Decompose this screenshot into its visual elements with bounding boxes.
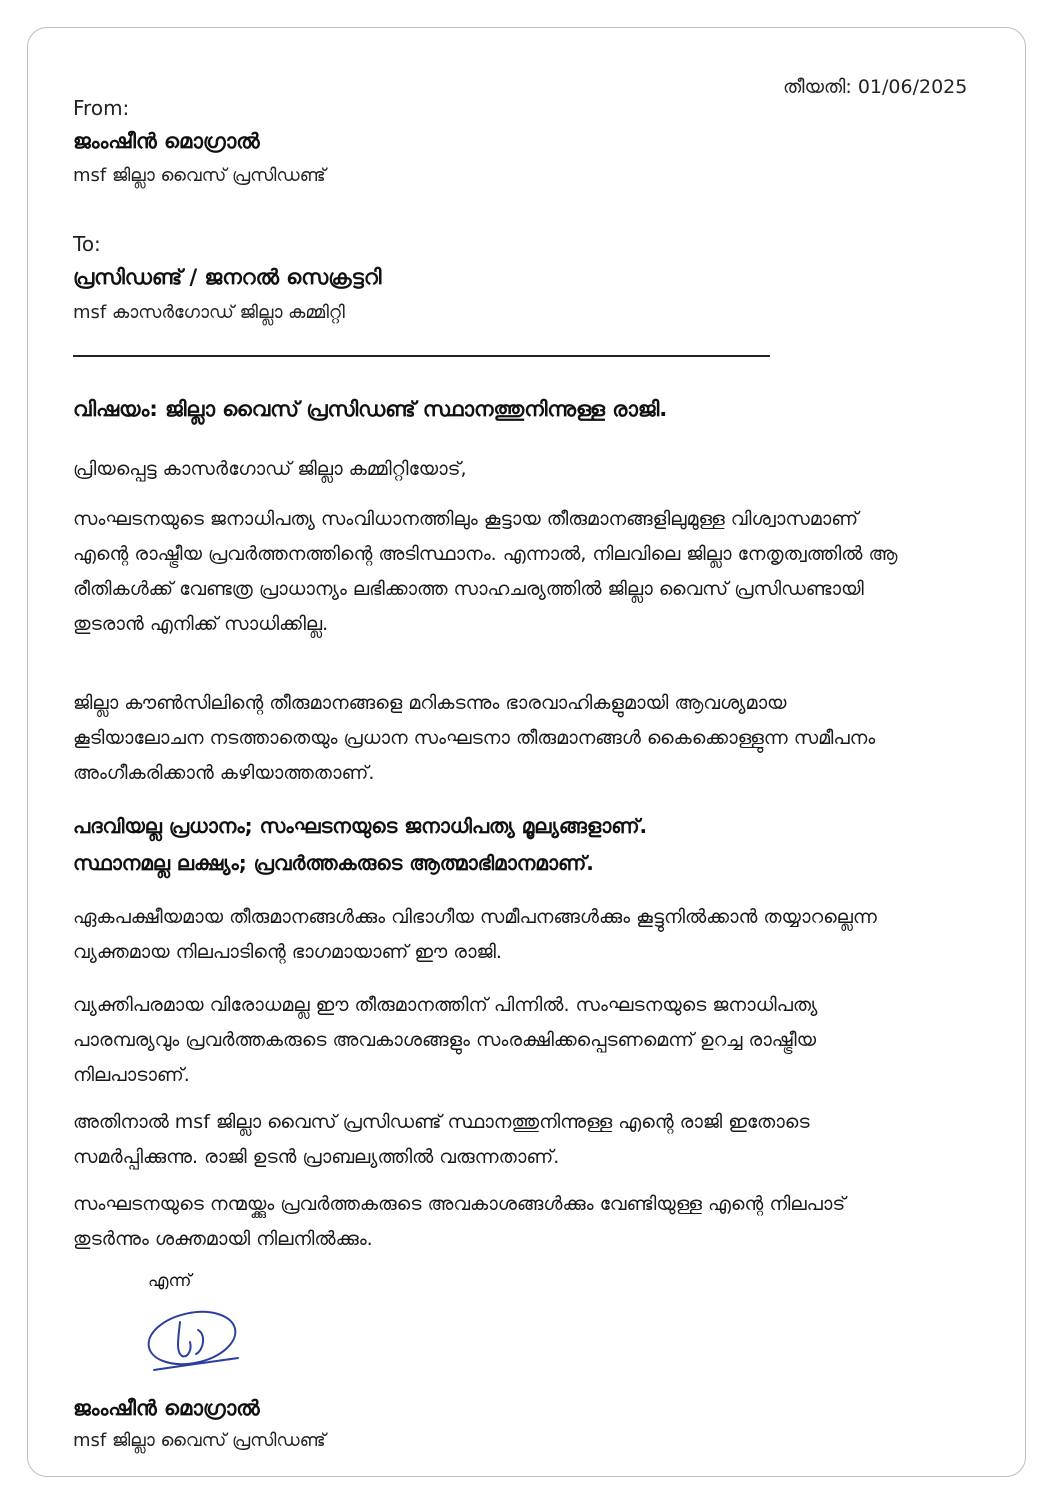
header-divider	[73, 355, 770, 357]
paragraph-3: ഏകപക്ഷീയമായ തീരുമാനങ്ങൾക്കും വിഭാഗീയ സമീപനങ്ങൾക്കും കൂട്ടുനിൽക്കാൻ തയ്യാറല്ലെന്ന വ്യക്തമായ നിലപാടിന്റെ ഭാഗമായാണ് ഈ രാജി.	[73, 906, 877, 963]
highlight-line-1: പദവിയല്ല പ്രധാനം; സംഘടനയുടെ ജനാധിപത്യ മൂല്യങ്ങളാണ്.	[73, 814, 648, 838]
handwritten-signature	[140, 1300, 250, 1384]
paragraph-6: സംഘടനയുടെ നന്മയ്ക്കും പ്രവർത്തകരുടെ അവകാശങ്ങൾക്കും വേണ്ടിയുള്ള എന്റെ നിലപാട് തുടർന്നും ശക്തമായി നിലനിൽക്കും.	[73, 1193, 846, 1250]
to-label: To:	[73, 232, 101, 256]
closing-word: എന്ന്	[148, 1271, 192, 1291]
paragraph-5: അതിനാൽ msf ജില്ലാ വൈസ് പ്രസിഡണ്ട് സ്ഥാനത്തുനിന്നുള്ള എന്റെ രാജി ഇതോടെ സമർപ്പിക്കുന്നു. രാജി ഉടൻ പ്രാബല്യത്തിൽ വരുന്നതാണ്.	[73, 1111, 810, 1168]
signatory-designation: msf ജില്ലാ വൈസ് പ്രസിഡണ്ട്	[73, 1430, 326, 1451]
salutation: പ്രിയപ്പെട്ട കാസർഗോഡ് ജില്ലാ കമ്മിറ്റിയോട്,	[73, 458, 467, 480]
letter-date: തീയതി: 01/06/2025	[783, 76, 968, 98]
sender-designation: msf ജില്ലാ വൈസ് പ്രസിഡണ്ട്	[73, 165, 326, 186]
recipient-organization: msf കാസർഗോഡ് ജില്ലാ കമ്മിറ്റി	[73, 302, 345, 323]
paragraph-1: സംഘടനയുടെ ജനാധിപത്യ സംവിധാനത്തിലും കൂട്ടായ തീരുമാനങ്ങളിലുമുള്ള വിശ്വാസമാണ് എന്റെ രാഷ്ട്രീയ പ്രവർത്തനത്തിന്റെ അടിസ്ഥാനം. എന്നാൽ, നിലവിലെ ജില്ലാ നേതൃത്വത്തിൽ ആ രീതികൾക്ക് വേണ്ടത്ര പ്രാധാന്യം ലഭിക്കാത്ത സാഹചര്യത്തിൽ ജില്ലാ വൈസ് പ്രസിഡണ്ടായി തുടരാൻ എനിക്ക് സാധിക്കില്ല.	[73, 508, 898, 635]
recipient-name: പ്രസിഡണ്ട് / ജനറൽ സെക്രട്ടറി	[73, 265, 382, 289]
paragraph-4: വ്യക്തിപരമായ വിരോധമല്ല ഈ തീരുമാനത്തിന് പിന്നിൽ. സംഘടനയുടെ ജനാധിപത്യ പാരമ്പര്യവും പ്രവർത്തകരുടെ അവകാശങ്ങളും സംരക്ഷിക്കപ്പെടണമെന്ന് ഉറച്ച രാഷ്ട്രീയ നിലപാടാണ്.	[73, 994, 818, 1086]
sender-name: ജംംഷീൻ മൊഗ്രാൽ	[73, 129, 260, 153]
paragraph-2: ജില്ലാ കൗൺസിലിന്റെ തീരുമാനങ്ങളെ മറികടന്നും ഭാരവാഹികളുമായി ആവശ്യമായ കൂടിയാലോചന നടത്താതെയും പ്രധാന സംഘടനാ തീരുമാനങ്ങൾ കൈക്കൊള്ളുന്ന സമീപനം അംഗീകരിക്കാൻ കഴിയാത്തതാണ്.	[73, 692, 876, 784]
signatory-name: ജംംഷീൻ മൊഗ്രാൽ	[73, 1396, 260, 1420]
highlight-line-2: സ്ഥാനമല്ല ലക്ഷ്യം; പ്രവർത്തകരുടെ ആത്മാഭിമാനമാണ്.	[73, 851, 594, 875]
from-label: From:	[73, 96, 130, 120]
letter-subject: വിഷയം: ജില്ലാ വൈസ് പ്രസിഡണ്ട് സ്ഥാനത്തുനിന്നുള്ള രാജി.	[73, 397, 668, 421]
